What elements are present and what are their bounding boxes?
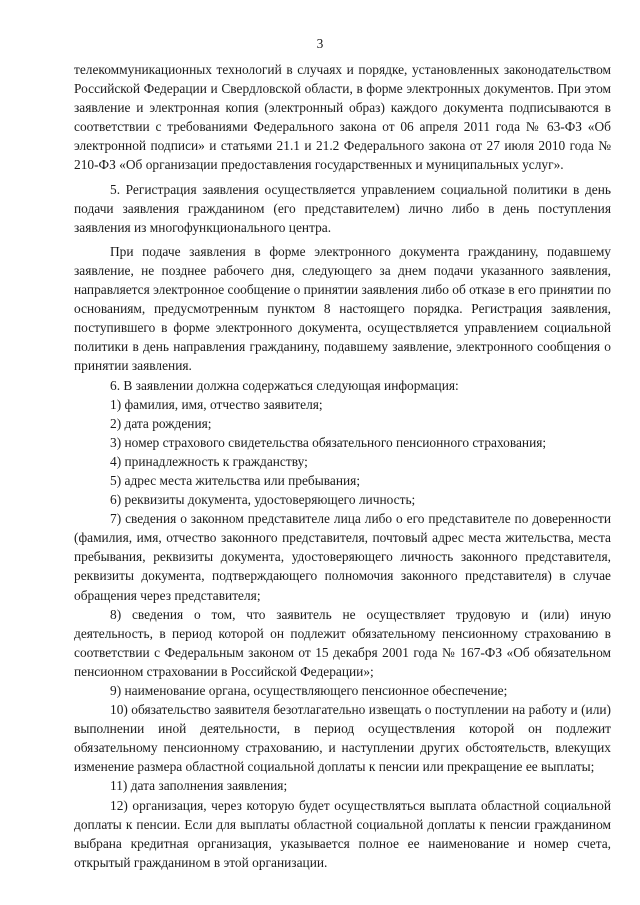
list-item: 9) наименование органа, осуществляющего пенсионное обеспечение; (110, 683, 508, 698)
list-item: 2) дата рождения; (110, 415, 212, 431)
list-item: 3) номер страхового свидетельства обязательного пенсионного страхования; (110, 434, 547, 450)
list-item: 10) обязательство заявителя безотлагательно извещать о поступлении на работу и (или) выполнении иной деятельности, в период осуществления которой он подлежит обязательному пенсионному страхованию, и наступлении других обстоятельств, влекущих изменение размера областной социальной доплаты к пенсии или прекращение ее выплаты; (74, 702, 611, 775)
paragraph-continuation: телекоммуникационных технологий в случаях и порядке, установленных законодательством Российской Федерации и Свердловской области, в форме электронных документов. При этом заявление и электронная копия (электронный образ) каждого документа подписываются в соответствии с требованиями Федерального закона от 06 апреля 2011 года № 63-ФЗ «Об электронной подписи» и статьями 21.1 и 21.2 Федерального закона от 27 июля 2010 года № 210-ФЗ «Об организации предоставления государственных и муниципальных услуг». (74, 62, 611, 173)
list-item: 12) организация, через которую будет осуществляться выплата областной социальной доплаты к пенсии. Если для выплаты областной социальной доплаты к пенсии гражданином выбрана кредитная организация, указывается полное ее наименование и номер счета, открытый гражданином в этой организации. (74, 797, 611, 870)
list-item: 7) сведения о законном представителе лица либо о его представителе по доверенности (фамилия, имя, отчество законного представителя, почтовый адрес места жительства, места пребывания, реквизиты документа, удостоверяющего личность законного представителя, реквизиты документа, подтверждающего полномочия законного представителя) в случае обращения через представителя; (74, 511, 611, 603)
paragraph-electronic-submission: При подаче заявления в форме электронного документа гражданину, подавшему заявление, не позднее рабочего дня, следующего за днем подачи указанного заявления, направляется электронное сообщение о принятии заявления либо об отказе в его принятии по основаниям, предусмотренным пунктом 8 настоящего порядка. Регистрация заявления, поступившего в форме электронного документа, осуществляется управлением социальной политики в день направления гражданину, подавшему заявление, электронного сообщения о принятии заявления. (74, 243, 611, 374)
paragraph-required-info-heading: 6. В заявлении должна содержаться следующая информация: (110, 377, 459, 393)
list-item: 5) адрес места жительства или пребывания; (110, 472, 361, 488)
list-item: 6) реквизиты документа, удостоверяющего личность; (110, 492, 416, 508)
list-item: 8) сведения о том, что заявитель не осуществляет трудовую и (или) иную деятельность, в период которой он подлежит обязательному пенсионному страхованию в соответствии с Федеральным законом от 15 декабря 2001 года № 167-ФЗ «Об обязательном пенсионном страховании в Российской Федерации»; (74, 606, 611, 679)
paragraph-registration: 5. Регистрация заявления осуществляется управлением социальной политики в день подачи заявления гражданином (его представителем) лично либо в день поступления заявления из многофункционального центра. (74, 181, 611, 235)
list-item: 1) фамилия, имя, отчество заявителя; (110, 396, 323, 412)
list-item: 4) принадлежность к гражданству; (110, 453, 308, 469)
list-item: 11) дата заполнения заявления; (110, 778, 288, 794)
page-number: 3 (316, 36, 324, 51)
document-body (74, 60, 611, 872)
